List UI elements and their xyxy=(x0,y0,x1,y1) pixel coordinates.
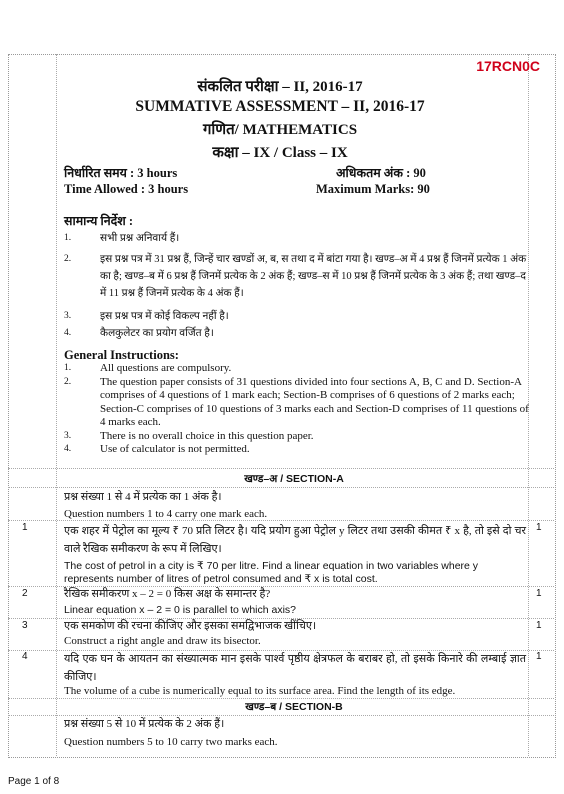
title-hindi: संकलित परीक्षा – II, 2016-17 xyxy=(197,79,363,95)
question-number: 2 xyxy=(22,588,28,599)
section-a-note-english: Question numbers 1 to 4 carry one mark each. xyxy=(64,508,268,520)
question-number: 3 xyxy=(22,620,28,631)
instructions-hindi-list xyxy=(64,230,530,342)
section-b-note-hindi: प्रश्न संख्या 5 से 10 में प्रत्येक के 2 अंक हैं। xyxy=(64,718,225,730)
time-allowed: Time Allowed : 3 hours xyxy=(64,182,189,196)
max-marks-hindi: अधिकतम अंक : 90 xyxy=(336,166,426,180)
list-item: 2. The question paper consists of 31 questions divided into four sections A, B, C and D. Section-A comprises of 4 questions of 1 mark each; Section-B comprises of 6 questions of 2 marks each; Section-C comprises of 10 questions of 3 marks each and Section-D comprises of 11 questions of 4 marks each. xyxy=(64,375,529,428)
question-marks: 1 xyxy=(536,651,542,662)
question-marks: 1 xyxy=(536,522,542,533)
list-item: 2. इस प्रश्न पत्र में 31 प्रश्न हैं, जिन्हें चार खण्डों अ, ब, स तथा द में बांटा गया है। खण्ड–अ में 4 प्रश्न हैं जिनमें प्रत्येक 1 अंक का है; खण्ड–ब में 6 प्रश्न हैं जिनमें प्रत्येक के 2 अंक हैं; खण्ड–स में 10 प्रश्न हैं जिनमें प्रत्येक के 3 अंक हैं; तथा खण्ड–द में 11 प्रश्न हैं जिनमें प्रत्येक के 4 अंक हैं। xyxy=(64,254,527,299)
list-item: 4. कैलकुलेटर का प्रयोग वर्जित है। xyxy=(64,328,214,339)
question-1-english: The cost of petrol in a city is ₹ 70 per litre. Find a linear equation in two variables where y represents number of litres of petrol consumed and ₹ x is total cost. xyxy=(64,560,479,585)
list-item: 4. Use of calculator is not permitted. xyxy=(64,443,250,455)
section-a-note-hindi: प्रश्न संख्या 1 से 4 में प्रत्येक का 1 अंक है। xyxy=(64,491,222,503)
question-3-english: Construct a right angle and draw its bisector. xyxy=(64,635,261,647)
question-2-english: Linear equation x – 2 = 0 is parallel to which axis? xyxy=(64,604,297,616)
question-marks: 1 xyxy=(536,588,542,599)
question-number: 1 xyxy=(22,522,28,533)
section-b-title: खण्ड–ब / SECTION-B xyxy=(245,701,343,713)
question-1-hindi: एक शहर में पेट्रोल का मूल्य ₹ 70 प्रति लिटर है। यदि प्रयोग हुआ पेट्रोल y लिटर तथा उसकी कीमत ₹ x है, तो इसे दो चर वाले रैखिक समीकरण के रूप में लिखिए। xyxy=(64,525,526,555)
divider xyxy=(8,487,554,488)
question-4-english: The volume of a cube is numerically equal to its surface area. Find the length of its edge. xyxy=(64,685,456,697)
list-item: 1. सभी प्रश्न अनिवार्य हैं। xyxy=(64,233,180,244)
instructions-hindi-heading: सामान्य निर्देश : xyxy=(64,214,134,228)
question-number: 4 xyxy=(22,651,28,662)
instructions-english-list xyxy=(64,362,530,457)
list-item: 3. There is no overall choice in this question paper. xyxy=(64,429,314,442)
question-4-hindi: यदि एक घन के आयतन का संख्यात्मक मान इसके पार्श्व पृष्ठीय क्षेत्रफल के बराबर हो, तो इसके किनारे की लम्बाई ज्ञात कीजिए। xyxy=(64,653,526,683)
section-a-title: खण्ड–अ / SECTION-A xyxy=(244,473,344,485)
list-item: 3. इस प्रश्न पत्र में कोई विकल्प नहीं है। xyxy=(64,311,229,322)
divider xyxy=(8,715,554,716)
subject-title: गणित/ MATHEMATICS xyxy=(202,122,358,138)
list-item: 1. All questions are compulsory. xyxy=(64,362,232,374)
page-number: Page 1 of 8 xyxy=(8,776,60,787)
divider xyxy=(8,520,554,521)
time-hindi: निर्धारित समय : 3 hours xyxy=(64,166,178,180)
section-b-note-english: Question numbers 5 to 10 carry two marks each. xyxy=(64,736,278,748)
title-english: SUMMATIVE ASSESSMENT – II, 2016-17 xyxy=(135,98,425,115)
question-2-hindi: रैखिक समीकरण x – 2 = 0 किस अक्ष के समान्तर है? xyxy=(64,588,271,600)
question-3-hindi: एक समकोण की रचना कीजिए और इसका समद्विभाजक खींचिए। xyxy=(64,620,317,632)
divider xyxy=(8,698,554,699)
instructions-english-heading: General Instructions: xyxy=(64,348,179,362)
max-marks: Maximum Marks: 90 xyxy=(316,182,430,196)
divider xyxy=(8,468,554,469)
question-marks: 1 xyxy=(536,620,542,631)
class-title: कक्षा – IX / Class – IX xyxy=(212,145,348,161)
paper-code: 17RCN0C xyxy=(476,58,540,74)
